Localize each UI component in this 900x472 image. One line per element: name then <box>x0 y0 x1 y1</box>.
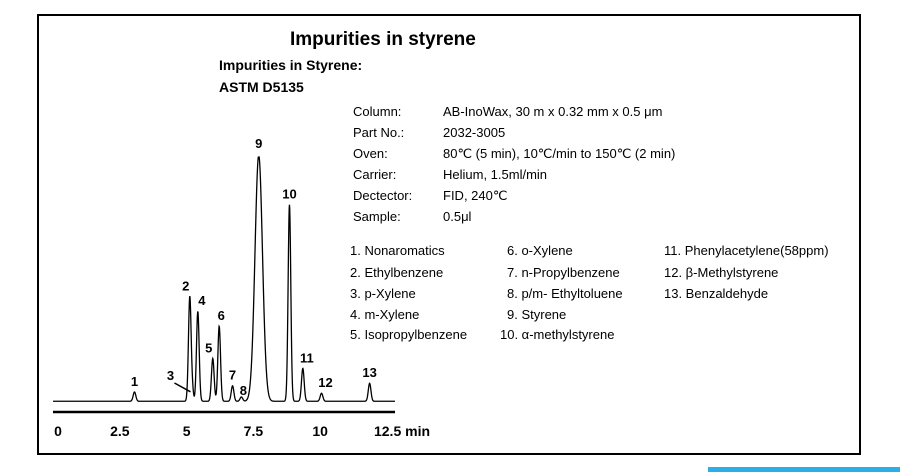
legend-entry: 1. Nonaromatics <box>350 243 445 258</box>
x-tick-label: 10 <box>312 423 328 439</box>
peak-label: 5 <box>205 340 213 356</box>
x-tick-label: 2.5 <box>110 423 130 439</box>
astm-standard: ASTM D5135 <box>219 79 304 95</box>
peak-label: 6 <box>217 308 225 324</box>
method-label: Sample: <box>353 209 401 224</box>
method-value: 80℃ (5 min), 10℃/min to 150℃ (2 min) <box>443 146 676 161</box>
chromatogram-trace <box>53 157 395 401</box>
legend-entry: 5. Isopropylbenzene <box>350 327 468 342</box>
legend-entry: 3. p-Xylene <box>350 286 416 301</box>
peak-label: 12 <box>318 375 333 391</box>
method-value: FID, 240℃ <box>443 188 508 203</box>
method-label: Column: <box>353 104 402 119</box>
peak-label: 7 <box>228 367 237 383</box>
x-tick-label: 5 <box>182 423 191 439</box>
method-value: 2032-3005 <box>443 125 506 140</box>
legend-entry: 9. Styrene <box>507 307 567 322</box>
peak-label: 2 <box>182 278 190 294</box>
legend-entry: 6. o-Xylene <box>507 243 573 258</box>
legend-entry: 10. α-methylstyrene <box>500 327 615 342</box>
peak-label: 13 <box>362 365 377 381</box>
method-label: Dectector: <box>353 188 413 203</box>
legend-entry: 2. Ethylbenzene <box>350 265 444 280</box>
main-title: Impurities in styrene <box>290 29 476 50</box>
peak-label: 4 <box>198 293 206 309</box>
method-value: Helium, 1.5ml/min <box>443 167 548 182</box>
peak-label: 9 <box>255 136 263 151</box>
peak-label: 8 <box>239 383 247 398</box>
x-tick-label: 0 <box>54 423 62 439</box>
legend-entry: 12. β-Methylstyrene <box>664 265 779 280</box>
peak-label: 3 <box>166 368 175 383</box>
legend-entry: 7. n-Propylbenzene <box>507 265 620 280</box>
peak-3-leader-line <box>174 383 190 392</box>
method-value: 0.5μl <box>443 209 472 224</box>
legend-entry: 8. p/m- Ethyltoluene <box>507 286 623 301</box>
peak-label: 10 <box>282 186 297 202</box>
method-label: Carrier: <box>353 167 397 182</box>
x-tick-label: 12.5 min <box>373 423 431 439</box>
legend-entry: 4. m-Xylene <box>350 307 420 322</box>
method-label: Part No.: <box>353 125 405 140</box>
peak-label: 11 <box>299 350 314 366</box>
subtitle: Impurities in Styrene: <box>219 57 363 73</box>
method-value: AB-InoWax, 30 m x 0.32 mm x 0.5 μm <box>443 104 663 119</box>
legend-entry: 11. Phenylacetylene(58ppm) <box>664 243 829 258</box>
method-label: Oven: <box>353 146 388 161</box>
x-tick-label: 7.5 <box>243 423 264 439</box>
peak-label: 1 <box>130 373 139 389</box>
legend-entry: 13. Benzaldehyde <box>664 286 769 301</box>
